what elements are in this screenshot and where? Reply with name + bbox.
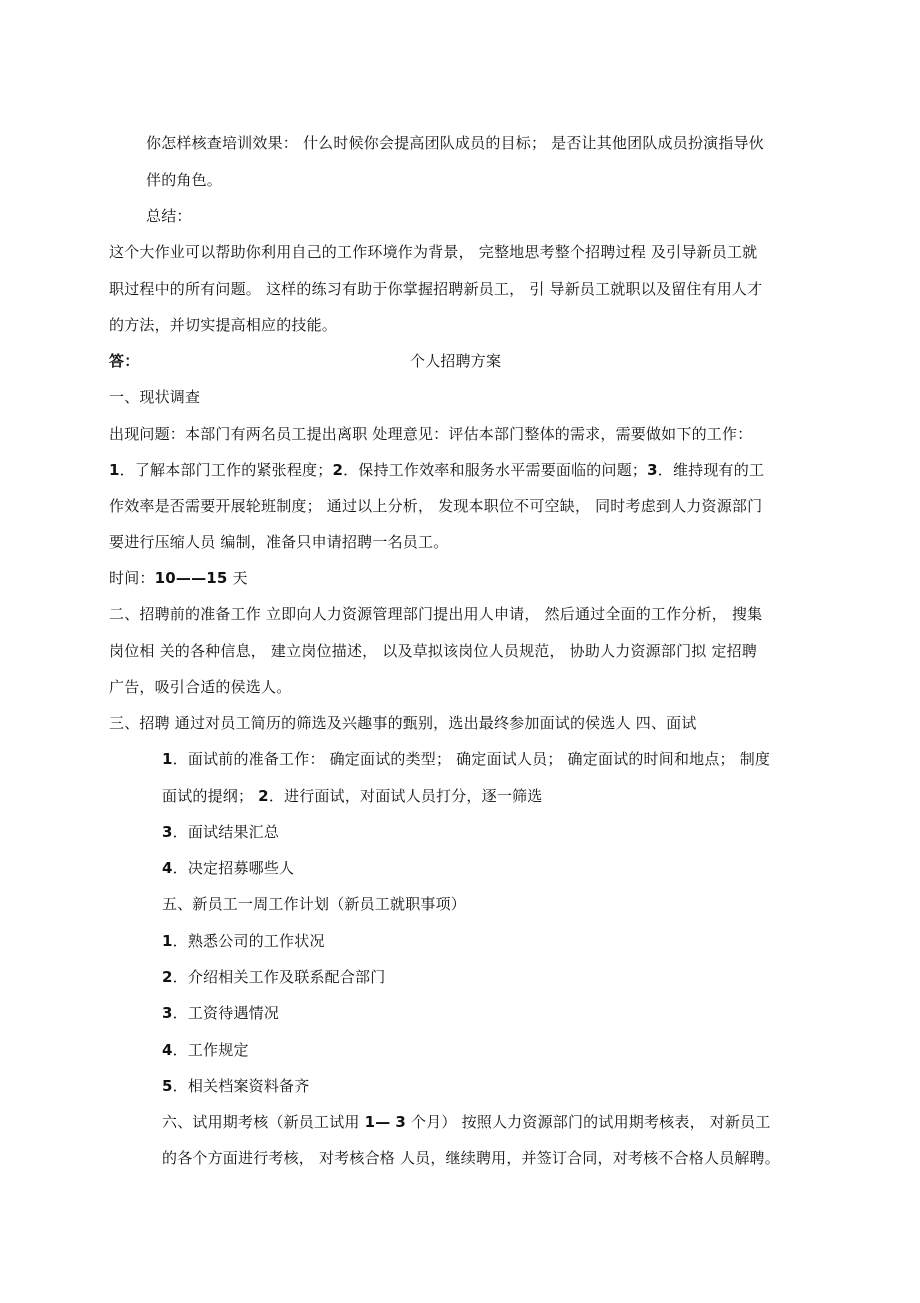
item-number: 5	[162, 1077, 173, 1095]
item-number: 1	[162, 750, 173, 768]
sec3-line1: 三、招聘 通过对员工简历的筛选及兴趣事的甄别，选出最终参加面试的侯选人 四、面试	[109, 714, 697, 732]
item-text: ．面试结果汇总	[172, 823, 280, 841]
para2-line1: 这个大作业可以帮助你利用自己的工作环境作为背景， 完整地思考整个招聘过程 及引导新员工就	[109, 243, 758, 261]
interview-item1-line2	[162, 786, 542, 806]
list-item	[162, 967, 385, 987]
sec6-line1	[162, 1112, 771, 1132]
item-number: 2	[332, 461, 344, 479]
sec1-line1: 出现问题：本部门有两名员工提出离职 处理意见：评估本部门整体的需求，需要做如下的工作：	[109, 425, 753, 443]
item-text: ．进行面试，对面试人员打分，逐一筛选	[268, 787, 543, 805]
sec2-line3: 广告，吸引合适的侯选人。	[109, 678, 292, 696]
sec6-text: 个月） 按照人力资源部门的试用期考核表， 对新员工	[411, 1113, 771, 1131]
sec2-line1: 二、招聘前的准备工作 立即向人力资源管理部门提出用人申请， 然后通过全面的工作分析， 搜集	[109, 605, 763, 623]
item-number: 2	[258, 787, 269, 805]
sec1-heading: 一、现状调查	[109, 388, 201, 406]
item-number: 2	[162, 968, 173, 986]
item-text: ．保持工作效率和服务水平需要面临的问题；	[343, 461, 648, 479]
para2-line2: 职过程中的所有问题。 这样的练习有助于你掌握招聘新员工， 引 导新员工就职以及留住有用人才	[109, 280, 763, 298]
interview-item3	[162, 822, 279, 842]
item-number: 3	[162, 823, 173, 841]
item-text: ．工资待遇情况	[172, 1004, 280, 1022]
item-number: 4	[162, 859, 173, 877]
item-number: 4	[162, 1041, 173, 1059]
item-number: 3	[647, 461, 658, 479]
para1-line2: 伴的角色。	[146, 171, 223, 189]
item-text: 面试的提纲；	[162, 787, 254, 805]
item-text: ．熟悉公司的工作状况	[172, 932, 325, 950]
list-item	[162, 1076, 309, 1096]
item-text: ．工作规定	[172, 1041, 249, 1059]
sec6-text: 六、试用期考核（新员工试用	[162, 1113, 360, 1131]
time-label: 时间：	[109, 569, 155, 587]
sec6-range-start: 1—	[364, 1113, 391, 1131]
item-text: ．维持现有的工	[657, 461, 765, 479]
sec1-line4: 要进行压缩人员 编制，准备只申请招聘一名员工。	[109, 533, 449, 551]
sec2-line2: 岗位相 关的各种信息， 建立岗位描述， 以及草拟该岗位人员规范， 协助人力资源部门拟 定招聘	[109, 642, 758, 660]
sec6-range-end: 3	[395, 1113, 407, 1131]
item-text: ．了解本部门工作的紧张程度；	[119, 461, 333, 479]
item-text: ．决定招募哪些人	[172, 859, 295, 877]
item-number: 1	[109, 461, 120, 479]
list-item	[162, 931, 325, 951]
sec1-line2	[109, 460, 764, 480]
item-number: 3	[162, 1004, 173, 1022]
time-line	[109, 568, 248, 588]
time-value: 10——15	[154, 569, 228, 587]
time-unit: 天	[232, 569, 248, 587]
list-item	[162, 1040, 249, 1060]
sec1-line3: 作效率是否需要开展轮班制度； 通过以上分析， 发现本职位不可空缺， 同时考虑到人力资源部门	[109, 497, 763, 515]
sec5-heading: 五、新员工一周工作计划（新员工就职事项）	[162, 895, 467, 913]
para1-line1: 你怎样核查培训效果： 什么时候你会提高团队成员的目标； 是否让其他团队成员扮演指导伙	[146, 134, 764, 152]
item-text: ．相关档案资料备齐	[172, 1077, 310, 1095]
sec6-line2: 的各个方面进行考核， 对考核合格 人员，继续聘用，并签订合同，对考核不合格人员解聘。	[162, 1149, 780, 1167]
list-item	[162, 1003, 279, 1023]
item-text: ．介绍相关工作及联系配合部门	[172, 968, 386, 986]
summary-label: 总结：	[146, 207, 192, 225]
para2-line3: 的方法，并切实提高相应的技能。	[109, 316, 338, 334]
interview-item4	[162, 858, 294, 878]
item-number: 1	[162, 932, 173, 950]
interview-item1-line1	[162, 749, 770, 769]
plan-title: 个人招聘方案	[410, 352, 502, 370]
item-text: ．面试前的准备工作： 确定面试的类型； 确定面试人员； 确定面试的时间和地点； 制度	[172, 750, 771, 768]
answer-label: 答：	[109, 352, 140, 370]
